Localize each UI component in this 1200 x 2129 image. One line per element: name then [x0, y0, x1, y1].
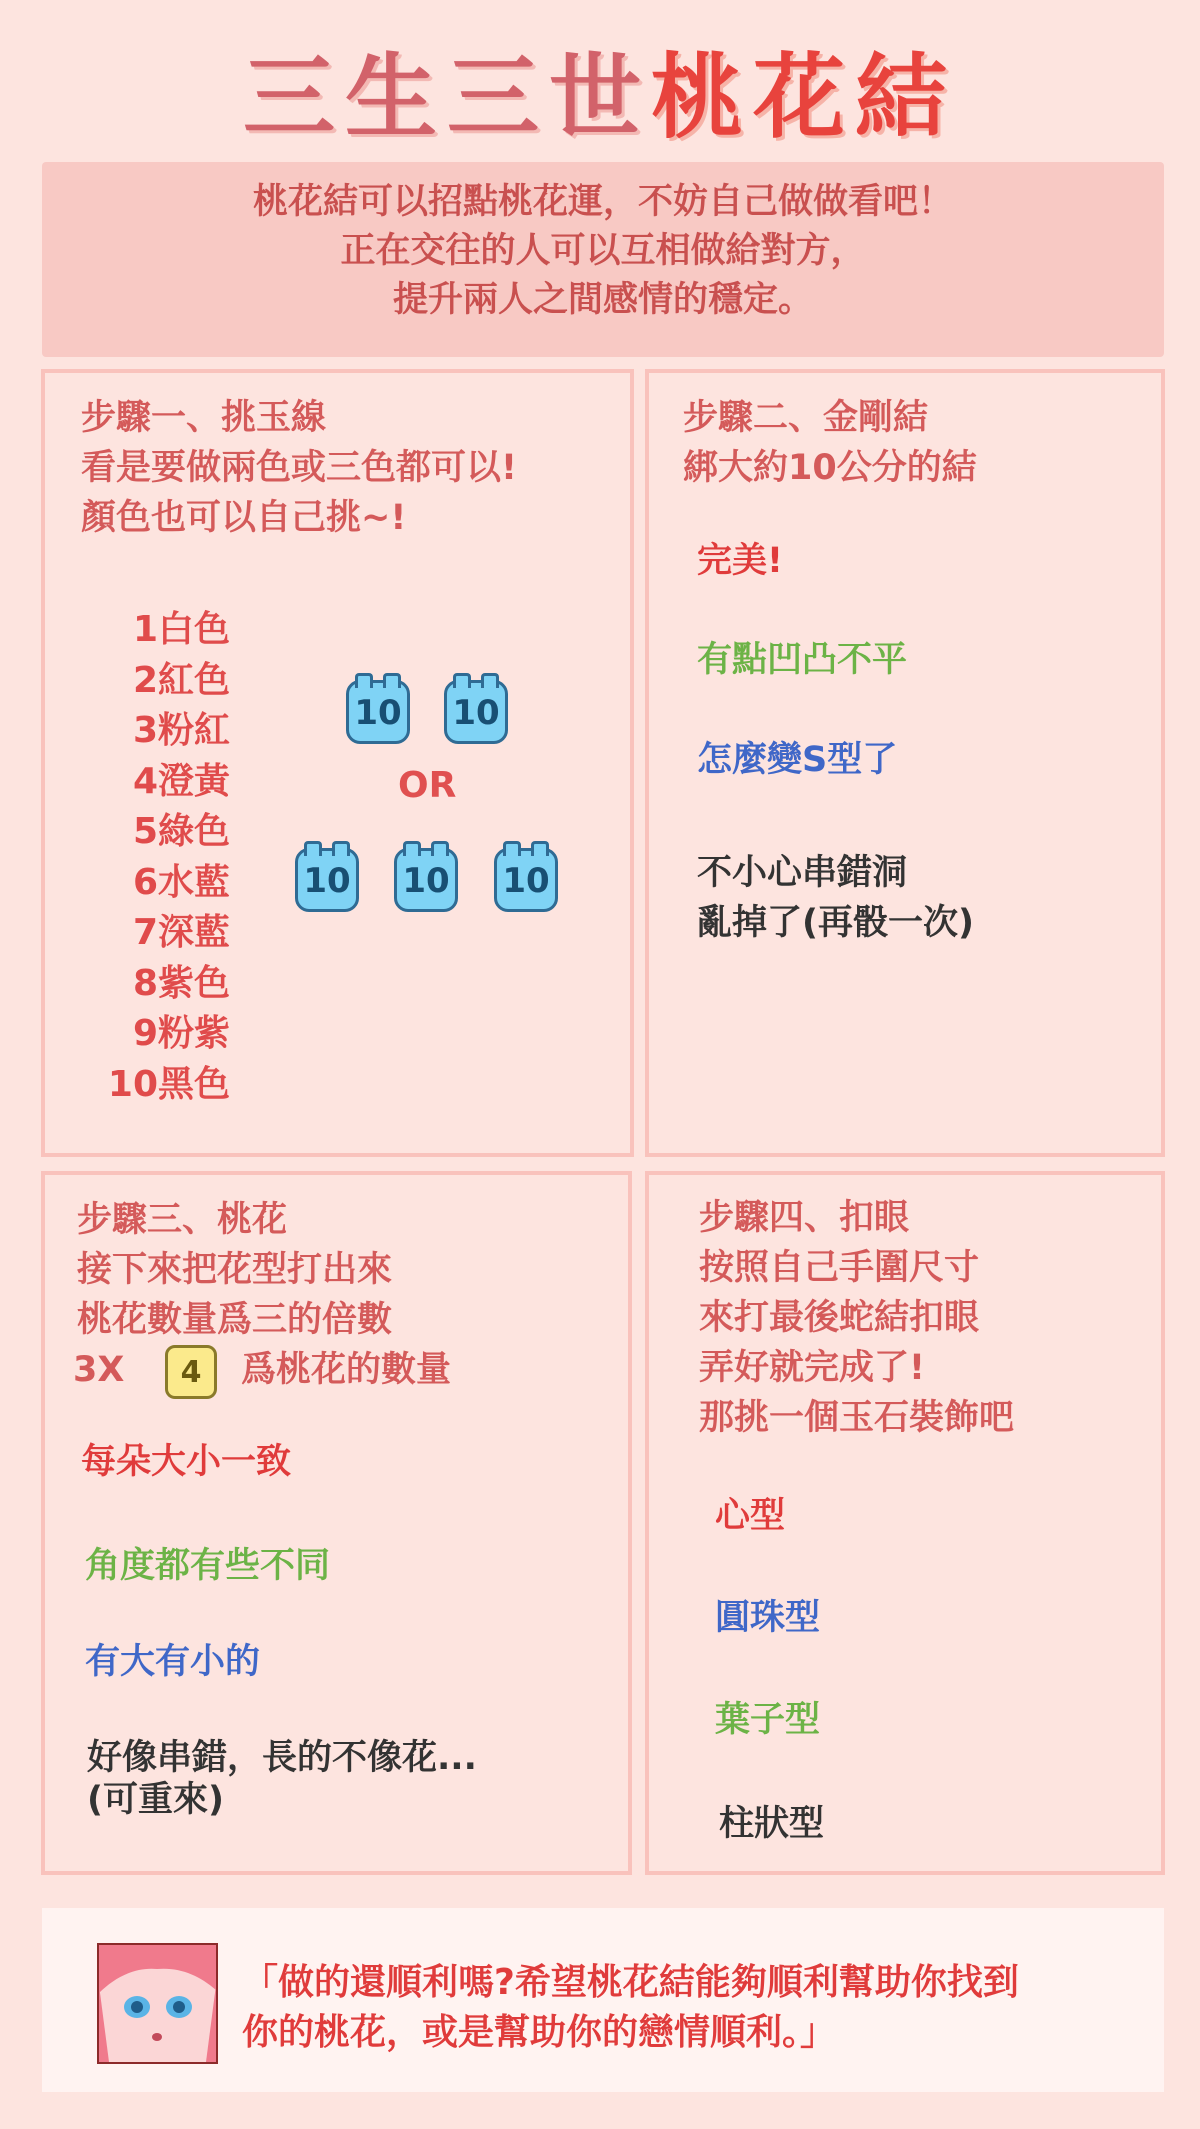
color-item: 2紅色	[132, 659, 230, 701]
dice-bead-icon: 10	[444, 680, 508, 744]
color-item: 3粉紅	[132, 710, 230, 751]
result-wrong-line2: 亂掉了(再骰一次)	[697, 903, 974, 943]
step3-multiplier: 3X	[73, 1350, 125, 1390]
result-perfect: 完美!	[697, 541, 783, 581]
color-item: 6水藍	[132, 861, 230, 903]
color-list	[40, 605, 230, 1110]
result-uneven: 有點凹凸不平	[697, 640, 908, 680]
color-item: 9粉紫	[132, 1013, 230, 1054]
footer-line2: 你的桃花，或是幫助你的戀情順利。」	[242, 2012, 837, 2053]
step4-line3: 弄好就完成了!	[699, 1348, 925, 1388]
step3-panel	[41, 1171, 632, 1875]
color-item: 1白色	[132, 609, 230, 650]
intro-line1: 桃花結可以招點桃花運，不妨自己做做看吧！	[252, 182, 953, 222]
dice-bead-icon: 10	[494, 848, 558, 912]
result-wrong-line2: (可重來)	[87, 1780, 224, 1820]
result-angles: 角度都有些不同	[85, 1546, 331, 1586]
color-item: 5綠色	[132, 811, 230, 852]
title-part1: 三生三世	[242, 44, 651, 151]
step4-panel	[645, 1171, 1165, 1875]
color-item: 4澄黃	[132, 760, 230, 802]
footer-quote	[242, 1958, 1019, 2058]
result-wrong-line1: 不小心串錯洞	[697, 853, 908, 893]
dice-bead-icon: 4	[165, 1345, 217, 1399]
intro-line2: 正在交往的人可以互相做給對方，	[340, 231, 866, 271]
step3-line3: 爲桃花的數量	[241, 1350, 452, 1390]
avatar	[97, 1943, 218, 2064]
result-sizes: 有大有小的	[85, 1642, 261, 1682]
step1-heading: 步驟一、挑玉線	[81, 398, 327, 438]
result-same-size: 每朵大小一致	[81, 1442, 292, 1482]
step2-heading: 步驟二、金剛結	[683, 398, 929, 438]
step1-line2: 顏色也可以自己挑~!	[81, 498, 407, 538]
dice-bead-icon: 10	[295, 848, 359, 912]
jade-leaf: 葉子型	[715, 1700, 821, 1740]
step2-line1: 綁大約10公分的結	[683, 448, 977, 488]
title-part2: 桃花結	[651, 44, 958, 151]
color-item: 8紫色	[132, 962, 230, 1004]
step4-line1: 按照自己手圍尺寸	[699, 1248, 980, 1288]
step3-line1: 接下來把花型打出來	[77, 1250, 393, 1290]
color-item: 10黑色	[107, 1063, 230, 1105]
result-s-shape: 怎麼變S型了	[697, 740, 898, 780]
color-item: 7深藍	[132, 912, 230, 953]
step1-line1: 看是要做兩色或三色都可以!	[81, 448, 517, 488]
jade-heart: 心型	[715, 1496, 786, 1536]
intro-line3: 提升兩人之間感情的穩定。	[392, 280, 813, 320]
step2-panel	[645, 369, 1165, 1157]
page-title	[0, 38, 1200, 158]
step4-line2: 來打最後蛇結扣眼	[699, 1298, 980, 1338]
footer-box	[42, 1908, 1164, 2092]
step4-line4: 那挑一個玉石裝飾吧	[699, 1398, 1015, 1438]
dice-bead-icon: 10	[346, 680, 410, 744]
step1-panel	[41, 369, 634, 1157]
step3-line2: 桃花數量爲三的倍數	[77, 1300, 393, 1340]
or-label: OR	[398, 765, 457, 806]
jade-pillar: 柱狀型	[719, 1804, 825, 1844]
footer-line1: 「做的還順利嗎?希望桃花結能夠順利幫助你找到	[242, 1962, 1019, 2003]
dice-bead-icon: 10	[394, 848, 458, 912]
step3-heading: 步驟三、桃花	[77, 1200, 288, 1240]
intro-box	[42, 162, 1164, 357]
result-wrong-line1: 好像串錯，長的不像花...	[87, 1738, 477, 1778]
jade-bead: 圓珠型	[715, 1598, 821, 1638]
step4-heading: 步驟四、扣眼	[699, 1198, 910, 1238]
